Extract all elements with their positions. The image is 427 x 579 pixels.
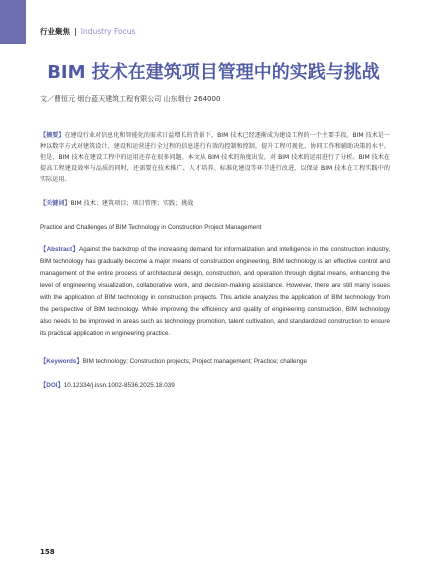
keywords-zh-text: BIM 技术；建筑项目；项目管理；实践；挑战 [70, 200, 194, 207]
author-line: 文／曹恒元 烟台蓝天建筑工程有限公司 山东烟台 264000 [40, 95, 221, 103]
section-header [40, 27, 135, 37]
section-label-zh: 行业聚焦 [40, 27, 70, 36]
section-separator: | [74, 27, 77, 36]
keywords-en-text: BIM technology; Construction projects; Project management; Practice; challenge [82, 358, 308, 365]
abstract-en-label: 【Abstract】 [40, 246, 80, 253]
page-number: 158 [40, 548, 55, 556]
english-title: Practice and Challenges of BIM Technology in Construction Project Management [40, 224, 262, 231]
keywords-en-label: 【Keywords】 [40, 358, 83, 365]
abstract-en-text: Against the backdrop of the increasing demand for informatization and intelligence in the construction industry, BIM technology has gradually become a major means of construction engineering. BIM technology is an effective control and management of the entire process of architectural design, construction, and operation through digital means, enhancing the level of engineering visualization, collaborative work, and decision-making assistance. However, there are still many issues with the application of BIM technology in construction projects. This article analyzes the application of BIM technology from the perspective of BIM technology. While improving the efficiency and quality of engineering construction, BIM technology also needs to be improved in areas such as technology promotion, talent cultivation, and standardized construction to ensure its practical application in engineering practice. [40, 246, 391, 337]
article-title: BIM 技术在建筑项目管理中的实践与挑战 [47, 62, 380, 83]
keywords-en [40, 357, 390, 367]
abstract-en [40, 244, 390, 340]
doi [40, 381, 390, 391]
abstract-zh-label: 【摘要】 [40, 132, 65, 139]
keywords-zh-label: 【关键词】 [40, 200, 71, 207]
doi-label: 【DOI】 [40, 382, 64, 389]
corner-color-block [0, 0, 26, 44]
abstract-zh [40, 130, 390, 185]
abstract-zh-text: 在建设行业对信息化和智能化的需求日益增长的背景下，BIM 技术已经逐渐成为建设工程的一个主要手段。BIM 技术是一种以数字方式对建筑设计、建设和运营进行全过程的信息进行有效的控制和控制，提升工程可视化、协同工作和辅助决策的水平。但是，BIM 技术在建设工程中的运用还存在很多问题。本文从 BIM 技术的角度出发，对 BIM 技术的运用进行了分析。BIM 技术在提高工程建设效率与品质的同时，还需要在技术推广、人才培养、标准化建设等环节进行改进，以保证 BIM 技术在工程实践中的实际运用。 [40, 132, 390, 183]
doi-text: 10.12334/j.issn.1002-8536.2025.18.039 [63, 382, 175, 389]
keywords-zh [40, 199, 390, 209]
section-label-en: Industry Focus [80, 27, 136, 36]
